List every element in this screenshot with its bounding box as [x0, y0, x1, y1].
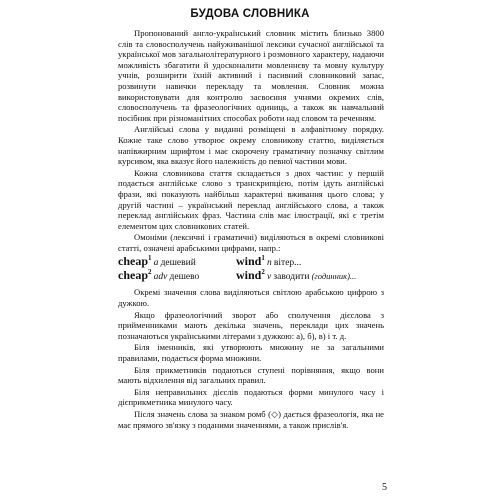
example-row: [118, 270, 384, 284]
part-of-speech: a: [153, 258, 159, 269]
example-entry: [118, 270, 236, 283]
paragraph-entry-structure: Кожна словникова стаття складається з двох частин: у першій подається англійське слово з транскрипцією, потім ідуть англійські фрази, які показують найбільш характерні вживання цього слова; у другій частині – український переклад англійського слова, а також переклад англійських фраз. Частина слів має ілюстрації, які є третім елементом цих словникових статей.: [118, 167, 384, 231]
headword: cheap$^2$: [118, 268, 152, 283]
paragraph-irregular-verbs: Біля неправильних дієслів подаються форми минулого часу і дієприкметника минулого часу.: [118, 386, 384, 408]
paragraph-plurals: Біля іменників, які утворюють множину не за загальними правилами, подається форма множини.: [118, 342, 384, 364]
example-entry: [236, 256, 301, 269]
paragraph-meanings: Окремі значення слова виділяються світлою арабською цифрою з дужкою.: [118, 287, 384, 309]
translation: вітер...: [273, 258, 302, 269]
body-text: [118, 28, 384, 430]
translation: заводити: [273, 272, 310, 283]
paragraph-comparison: Біля прикметників подаються ступені порівняння, якщо вони мають відхилення від загальних правил.: [118, 364, 384, 386]
part-of-speech: n: [267, 258, 272, 269]
part-of-speech: v: [267, 272, 272, 283]
homonym-examples: [118, 256, 384, 284]
example-entry: [118, 256, 236, 269]
translation: дешевий: [160, 258, 196, 269]
paragraph-rhombus: Після значень слова за знаком ромб (◇) дається фразеологія, яка не має прямого зв'язку з поданими значеннями, а також прислів'я.: [118, 409, 384, 430]
headword: cheap$^1$: [118, 254, 152, 269]
paragraph-phraseology-letters: Якщо фразеологічний зворот або сполучення дієслова з прийменниками мають декілька значень, переклади цих значень позначаються українськими літерами з дужкою: а), б), в) і т. д.: [118, 309, 384, 341]
paragraph-homonyms: Омоніми (лексичні і граматичні) виділяються в окремі словникові статті, означені арабськими цифрами, напр.:: [118, 232, 384, 253]
example-entry: [236, 270, 356, 283]
page-title: БУДОВА СЛОВНИКА: [190, 8, 310, 20]
part-of-speech: adv: [153, 272, 168, 283]
paragraph-intro: Пропонований англо-український словник містить близько 3800 слів та словосполучень найуживанішої лексики сучасної англійської та української мов загальнолітературного і розмовного характеру, надаючи можливість збагатити й удосконалити мовленнєву та мовну культуру учнів, розширити їхній активний і пасивний словниковий запас, розвинути навички перекладу та мовлення. Словник можна використовувати для контролю засвоєння учнями окремих слів, словосполучень та фразеологічних одиниць, а також як навчальний посібник при різноманітних способах роботи над словом та реченням.: [118, 28, 384, 123]
paragraph-alphabetical: Англійські слова у виданні розміщені в алфавітному порядку. Кожне таке слово утворює окрему словникову статтю, виділяється напівжирним шрифтом і має скорочену граматичну позначку світлим курсивом, яка вказує його належність до певної частини мови.: [118, 124, 384, 167]
gloss: (годинник)...: [311, 271, 357, 282]
page-number: 5: [382, 482, 387, 493]
translation: дешево: [169, 272, 200, 283]
headword: wind$^2$: [236, 268, 265, 283]
headword: wind$^1$: [236, 254, 265, 269]
